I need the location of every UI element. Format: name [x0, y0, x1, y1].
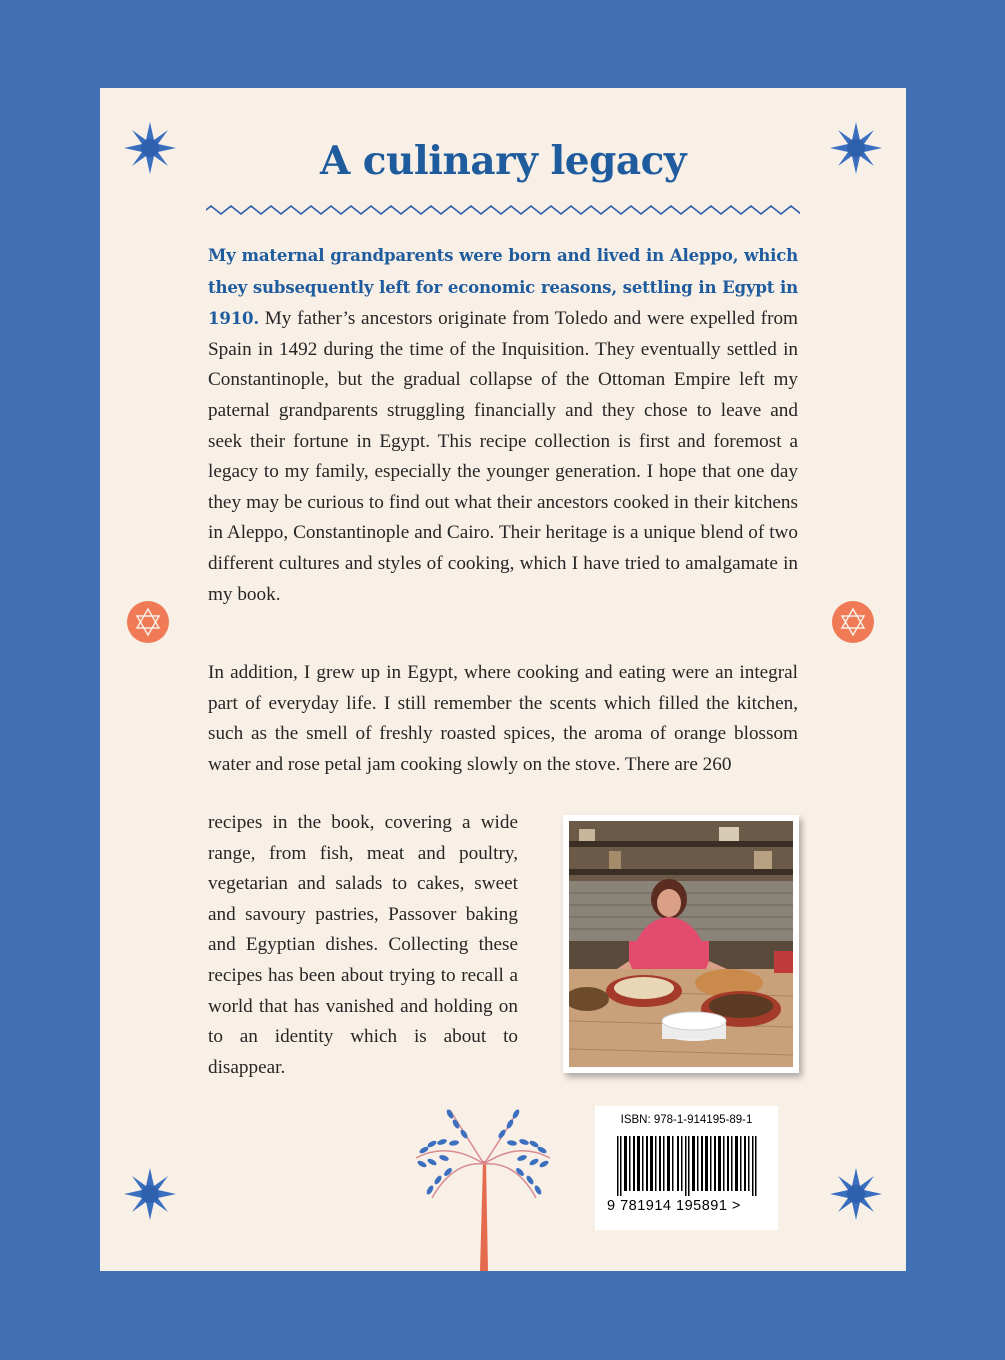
closing-paragraph: recipes in the book, covering a wide range, from fish, meat and poultry, vegetarian and salads to cakes, sweet and savoury pastries, Passover baking and Egyptian dishes. Collecting these recipes has been about trying to recall a world that has vanished and holding on to an identity which is about to disappear. [208, 812, 518, 1078]
bottom-left-star-icon [124, 1168, 176, 1220]
intro-lead-text: My maternal grandparents were born and lived in Aleppo, which they subsequently left for economic reasons, settling in Egypt in 1910. [208, 245, 798, 329]
author-photo [563, 815, 799, 1073]
barcode-digits: 9 781914 195891 > [607, 1198, 741, 1214]
intro-paragraph [208, 240, 798, 610]
intro-body-text: My father’s ancestors originate from Toledo and were expelled from Spain in 1492 during the time of the Inquisition. They eventually settled in Constantinople, but the gradual collapse of the Ottoman Empire left my paternal grandparents struggling financially and they chose to leave and seek their fortune in Egypt. This recipe collection is first and foremost a legacy to my family, especially the younger generation. I hope that one day they may be curious to find out what their ancestors cooked in their kitchens in Aleppo, Constantinople and Cairo. Their heritage is a unique blend of two different cultures and styles of cooking, which I have tried to amalgamate in my book. [208, 308, 798, 605]
palm-tree-icon [408, 1106, 558, 1271]
bottom-right-star-icon [830, 1168, 882, 1220]
isbn-barcode [595, 1106, 778, 1230]
right-star-of-david-icon [831, 600, 875, 644]
middle-paragraph: In addition, I grew up in Egypt, where cooking and eating were an integral part of everyday life. I still remember the scents which filled the kitchen, such as the smell of freshly roasted spices, the aroma of orange blossom water and rose petal jam cooking slowly on the stove. There are 260 [208, 662, 798, 775]
isbn-label: ISBN: 978-1-914195-89-1 [620, 1114, 753, 1126]
back-cover-card [100, 88, 906, 1271]
barcode-bars [617, 1136, 757, 1196]
page-title: A culinary legacy [319, 138, 687, 184]
left-star-of-david-icon [126, 600, 170, 644]
zigzag-divider [206, 203, 800, 217]
